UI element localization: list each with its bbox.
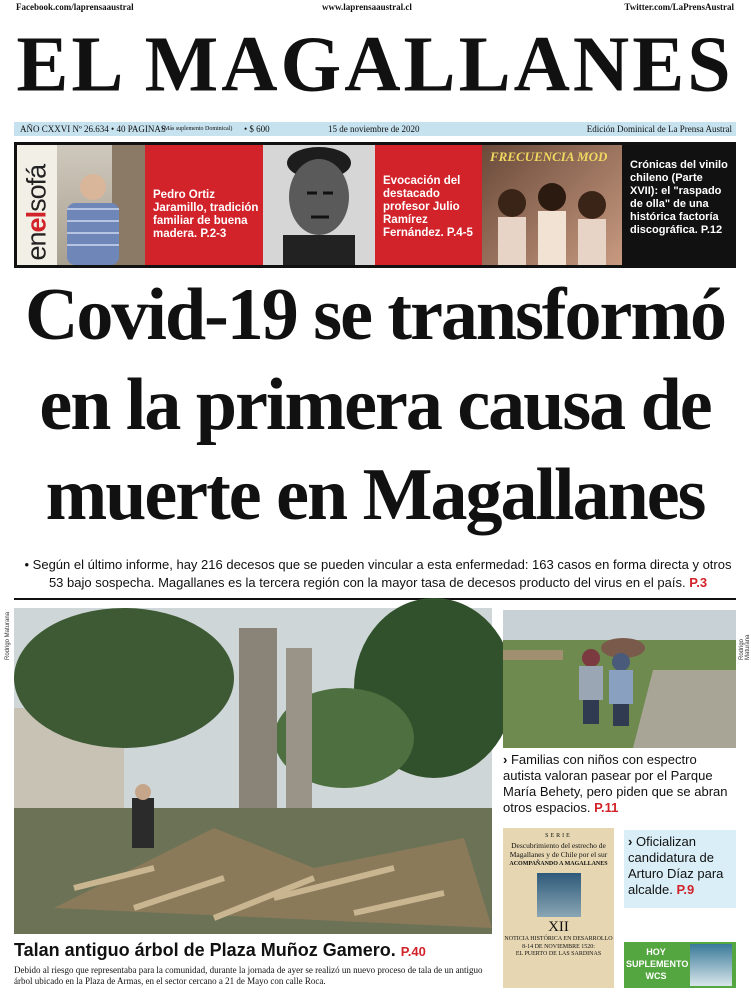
portrait-photo-icon — [263, 145, 375, 265]
teaser-2-text: Evocación del destacado profesor Julio Ramírez Fernández. — [383, 175, 461, 239]
deck-page-ref[interactable]: P.3 — [689, 575, 708, 590]
side-caption-text: Familias con niños con espectro autista valoran pasear por el Parque María Behety, pero piden que se abran otros espacios. — [503, 752, 728, 815]
main-caption-title[interactable] — [14, 940, 426, 961]
facebook-link[interactable]: Facebook.com/laprensaaustral — [16, 2, 134, 12]
book-cover-icon — [537, 873, 581, 917]
teaser-2-page: P.4-5 — [446, 227, 473, 239]
tree-felling-photo-icon — [14, 608, 492, 934]
arturo-diaz-box[interactable] — [624, 830, 736, 908]
singers-photo-icon — [482, 145, 622, 265]
en-el-sofa-logo — [17, 145, 57, 265]
serie-note-2: 8-14 DE NOVIEMBRE 1520: — [522, 943, 595, 950]
price-info: • $ 600 — [244, 124, 270, 134]
section-divider — [14, 598, 736, 600]
serie-number: XII — [548, 919, 569, 935]
teaser-1-text: Pedro Ortiz Jaramillo, tradición familiar de buena madera. — [153, 189, 259, 240]
teaser-photo-record-cover — [482, 145, 622, 265]
info-bar — [14, 122, 736, 136]
side-caption-page-ref[interactable]: P.11 — [594, 800, 619, 815]
date-info: 15 de noviembre de 2020 — [328, 124, 420, 134]
main-photo-tree-felling[interactable] — [14, 608, 492, 934]
arrow-right-icon: › — [503, 752, 508, 767]
main-headline[interactable] — [0, 270, 750, 540]
twitter-link[interactable]: Twitter.com/LaPrensAustral — [624, 2, 734, 12]
side-photo-parque[interactable] — [503, 610, 736, 748]
serie-label: SERIE — [545, 833, 572, 839]
teaser-photo-julio-ramirez — [263, 145, 375, 265]
suplemento-line-3: WCS — [645, 971, 667, 981]
arrow-right-icon: › — [628, 834, 633, 849]
suplemento-label — [626, 946, 689, 982]
serie-note-3: EL PUERTO DE LAS SARDINAS — [515, 951, 602, 957]
edition-info: Edición Dominical de La Prensa Austral — [586, 124, 732, 134]
suplemento-line-2: SUPLEMENTO — [626, 959, 689, 969]
serie-description: Descubrimiento del estrecho de Magallanes y de Chile por el sur — [509, 841, 608, 859]
man-photo-icon — [57, 145, 145, 265]
serie-box[interactable] — [503, 828, 614, 988]
main-photo-credit: Rodrigo Maturana — [5, 611, 11, 660]
arturo-page-ref[interactable]: P.9 — [676, 882, 695, 897]
side-photo-credit: Rodrigo Maturana — [739, 634, 751, 660]
headline-deck — [18, 556, 738, 592]
sofa-wordmark: enelsofá — [21, 164, 52, 261]
magazine-cover-icon — [690, 944, 732, 986]
bullet-icon: • — [24, 557, 33, 572]
masthead: EL MAGALLANES — [16, 19, 734, 108]
serie-note-1: NOTICIA HISTÓRICA EN DESARROLLO — [504, 936, 613, 942]
headline-line-1: Covid-19 se transformó — [24, 274, 725, 356]
supplement-info: (Más suplemento Dominical) — [162, 126, 233, 132]
teaser-box-3[interactable] — [622, 145, 736, 265]
teaser-3-page: P.12 — [700, 224, 723, 236]
serie-subtitle: ACOMPAÑANDO A MAGALLANES — [509, 861, 608, 867]
arturo-text: Oficializan candidatura de Arturo Díaz para alcalde. — [628, 834, 724, 897]
children-park-photo-icon — [503, 610, 736, 748]
headline-line-3: muerte en Magallanes — [45, 454, 705, 536]
website-link[interactable]: www.laprensaaustral.cl — [322, 2, 412, 12]
headline-line-2: en la primera causa de — [39, 364, 711, 446]
main-caption-page-ref[interactable]: P.40 — [400, 944, 426, 959]
issue-info: AÑO CXXVI Nº 26.634 • 40 PAGINAS — [20, 124, 166, 134]
main-caption-title-text: Talan antiguo árbol de Plaza Muñoz Gamero. — [14, 940, 396, 960]
teaser-3-text: Crónicas del vinilo chileno (Parte XVII): el "raspado de olla" de una histórica factoría discográfica. — [630, 159, 728, 236]
record-cover-title: FRECUENCIA MOD — [490, 149, 608, 164]
teaser-box-2[interactable] — [375, 145, 482, 265]
teaser-box-1[interactable] — [145, 145, 263, 265]
side-caption[interactable] — [503, 752, 736, 816]
deck-text: Según el último informe, hay 216 decesos que se pueden vincular a esta enfermedad: 163 casos en forma directa y otros 53 bajo sospecha. Magallanes es la tercera región con la mayor tasa de decesos producto del virus en el país. — [32, 557, 732, 590]
teaser-1-page: P.2-3 — [200, 228, 227, 240]
main-caption-body: Debido al riesgo que representaba para la comunidad, durante la jornada de ayer se realizó un nuevo proceso de tala de un antiguo árbol ubicado en la Plaza de Armas, en el sector cercano a 21 de Mayo con calle Roca. — [14, 965, 483, 986]
teaser-photo-pedro-ortiz — [57, 145, 145, 265]
suplemento-box[interactable] — [624, 942, 736, 988]
suplemento-line-1: HOY — [646, 947, 666, 957]
